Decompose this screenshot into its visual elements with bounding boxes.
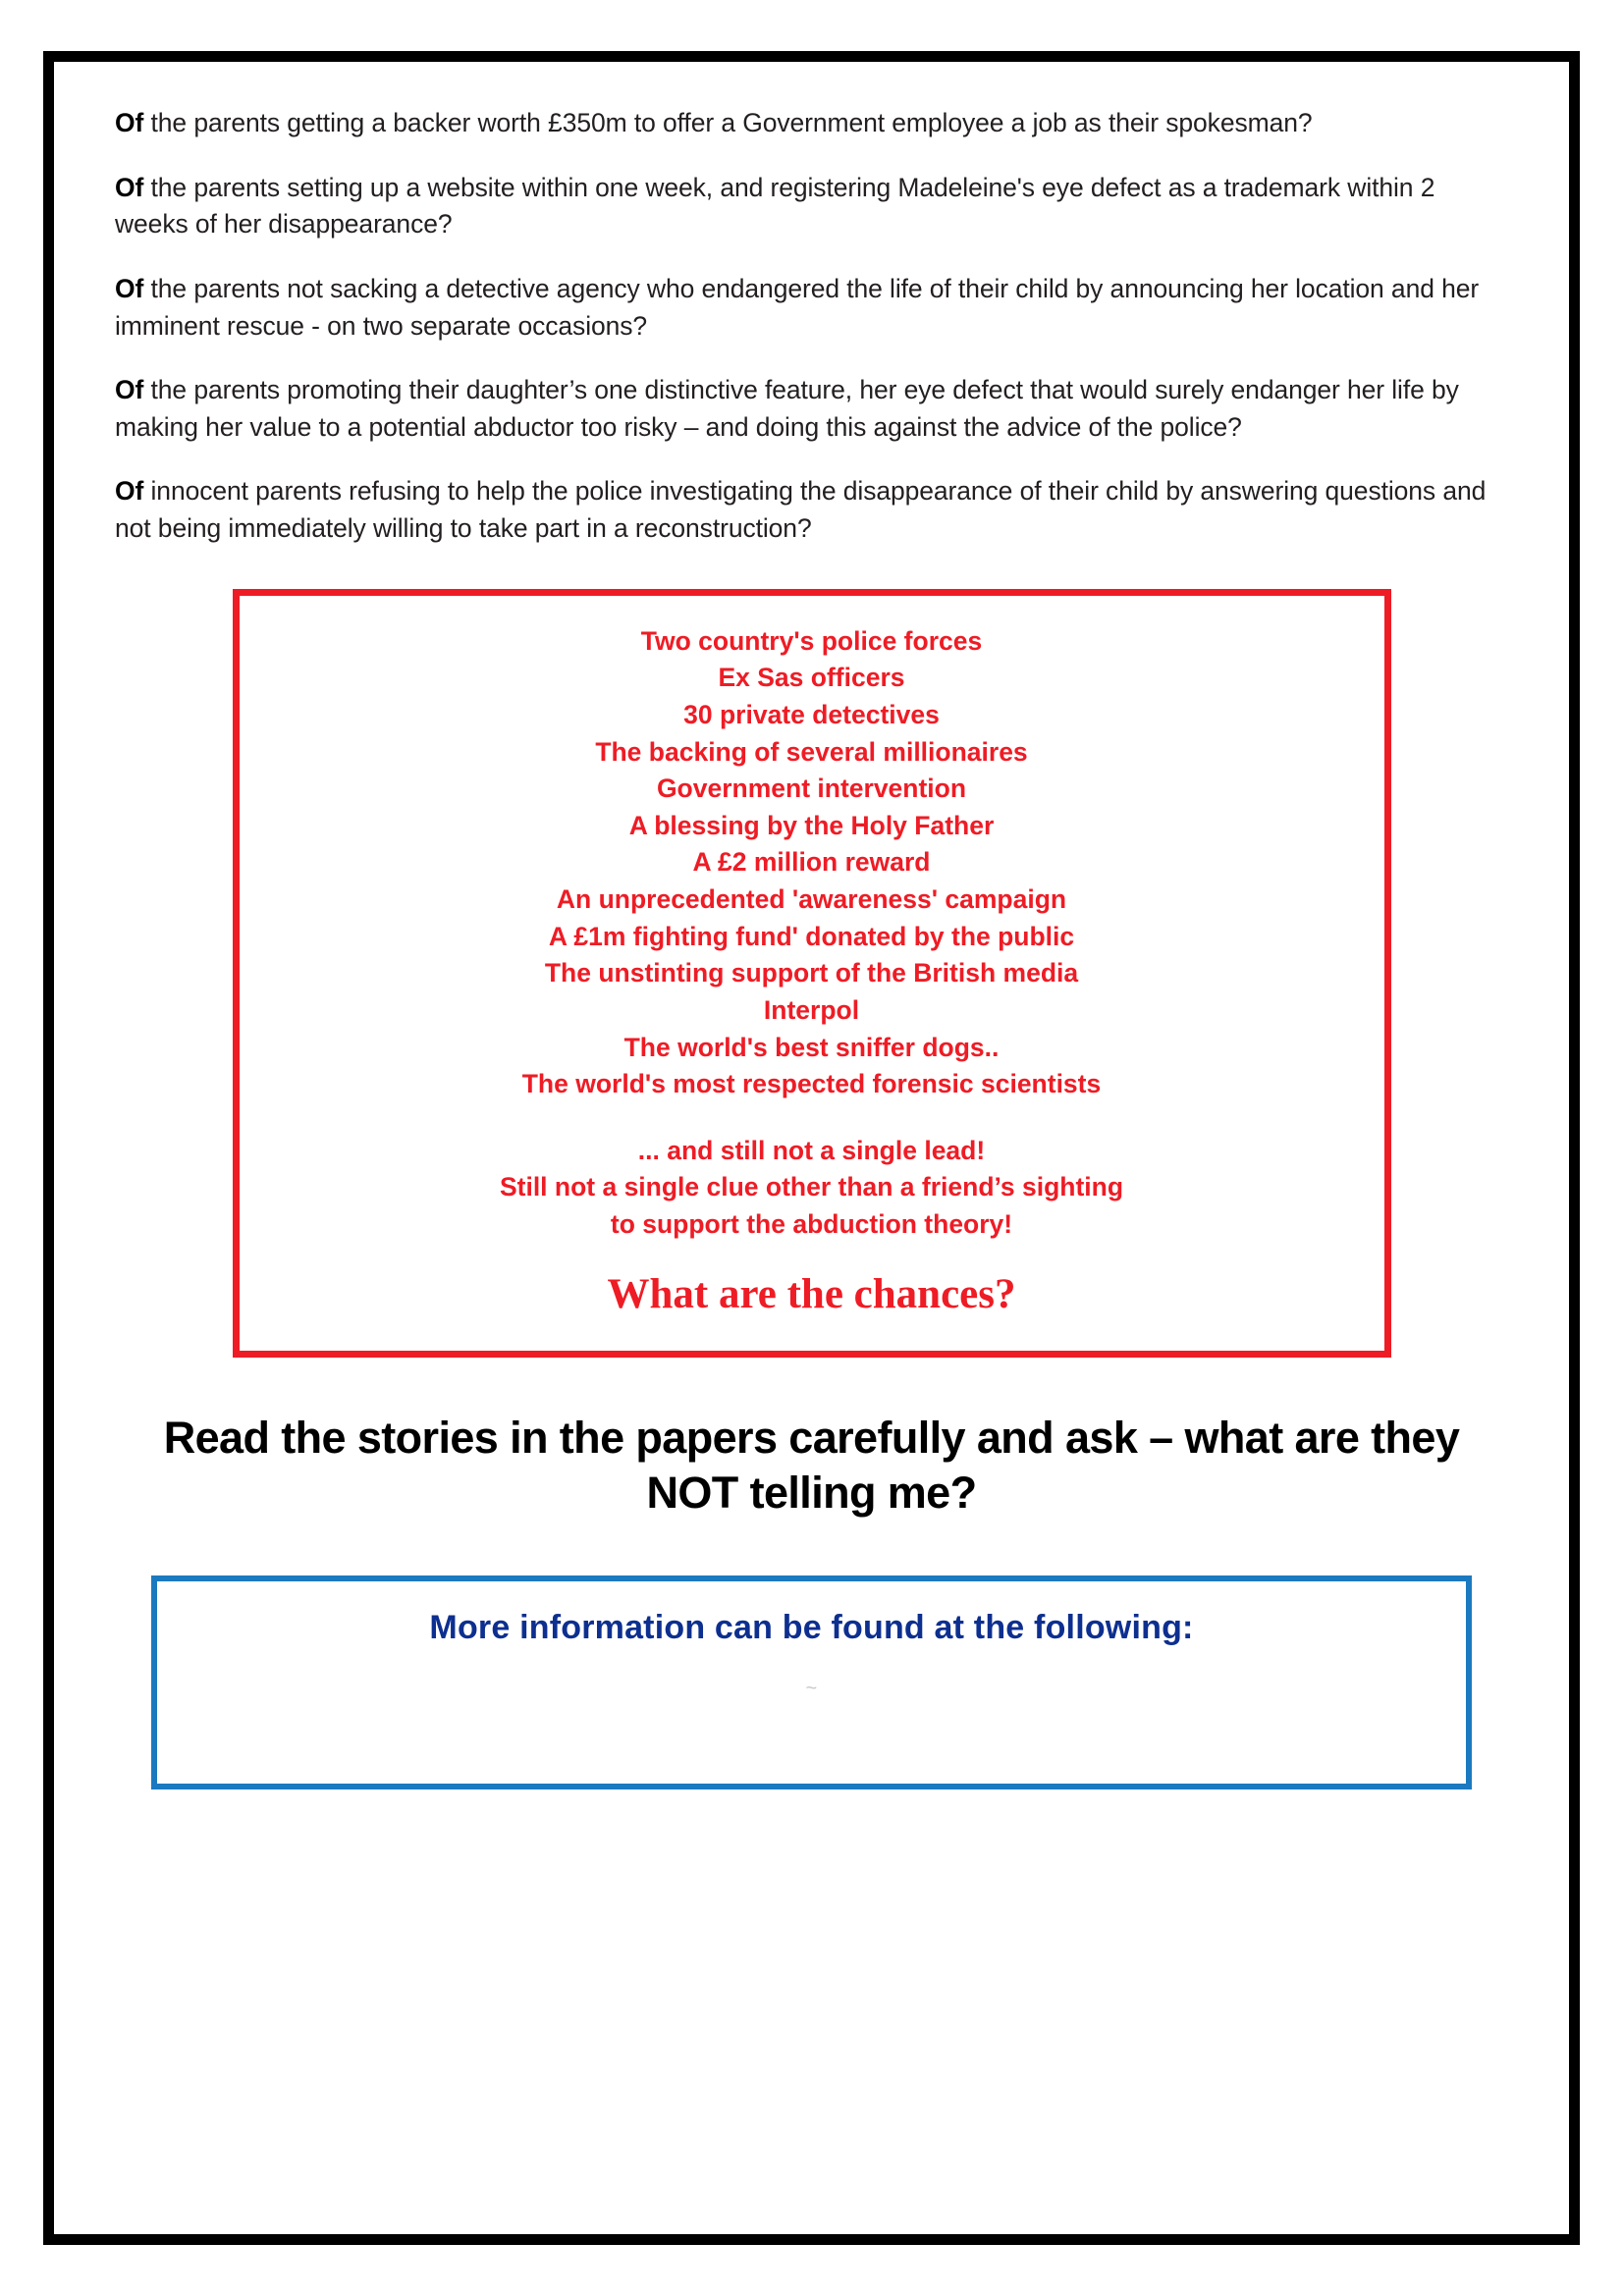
red-list-item: Two country's police forces (640, 625, 983, 656)
red-list-item: Ex Sas officers (718, 663, 905, 693)
question-item (115, 170, 1508, 243)
question-lead: Of (115, 273, 144, 303)
question-text: the parents getting a backer worth £350m to offer a Government employee a job as their spokesman? (143, 108, 1313, 137)
faint-links-area (177, 1673, 1446, 1704)
black-border-frame (43, 51, 1580, 2245)
question-item (115, 105, 1508, 142)
red-list-item: A £2 million reward (692, 847, 931, 878)
red-list-item: Interpol (763, 994, 860, 1025)
question-lead: Of (115, 108, 144, 137)
question-item (115, 473, 1508, 547)
red-list-item: The unstinting support of the British media (544, 958, 1079, 988)
question-text: the parents not sacking a detective agency who endangered the life of their child by announcing her location and her imminent rescue - on two separate occasions? (115, 273, 1480, 341)
question-text: the parents setting up a website within one week, and registering Madeleine's eye defect as a trademark within 2 weeks of her disappearance? (115, 172, 1435, 240)
question-item (115, 271, 1508, 345)
red-closing-line: Still not a single clue other than a friend’s sighting (499, 1172, 1124, 1202)
red-closing-line: to support the abduction theory! (610, 1209, 1013, 1239)
question-lead: Of (115, 476, 144, 507)
blue-info-box (151, 1575, 1472, 1789)
red-resources-box (233, 589, 1391, 1358)
red-list-item: A blessing by the Holy Father (628, 810, 995, 840)
question-item (115, 372, 1508, 446)
red-list-item: A £1m fighting fund' donated by the public (548, 921, 1075, 951)
red-list-item: 30 private detectives (683, 699, 940, 729)
faint-tilde-marker: ~ (805, 1678, 818, 1700)
more-information-heading: More information can be found at the following: (429, 1609, 1194, 1647)
red-list-item: The world's most respected forensic scientists (521, 1069, 1102, 1099)
what-are-the-chances-heading: What are the chances? (607, 1270, 1016, 1317)
spacer (259, 1103, 1365, 1133)
question-lead: Of (115, 375, 144, 405)
question-text: the parents promoting their daughter’s one distinctive feature, her eye defect that would surely endanger her life by making her value to a potential abductor too risky – and doing this against the advice of the police? (115, 375, 1459, 442)
red-closing-line: ... and still not a single lead! (637, 1135, 986, 1165)
call-to-action-heading: Read the stories in the papers carefully and ask – what are they NOT telling me? (163, 1412, 1460, 1519)
question-text: innocent parents refusing to help the police investigating the disappearance of their child by answering questions and not being immediately willing to take part in a reconstruction? (115, 476, 1487, 543)
question-lead: Of (115, 172, 144, 202)
red-list-item: An unprecedented 'awareness' campaign (556, 884, 1067, 914)
red-list-item: Government intervention (656, 774, 967, 804)
red-list-item: The world's best sniffer dogs.. (623, 1032, 1000, 1062)
red-list-item: The backing of several millionaires (595, 736, 1028, 767)
